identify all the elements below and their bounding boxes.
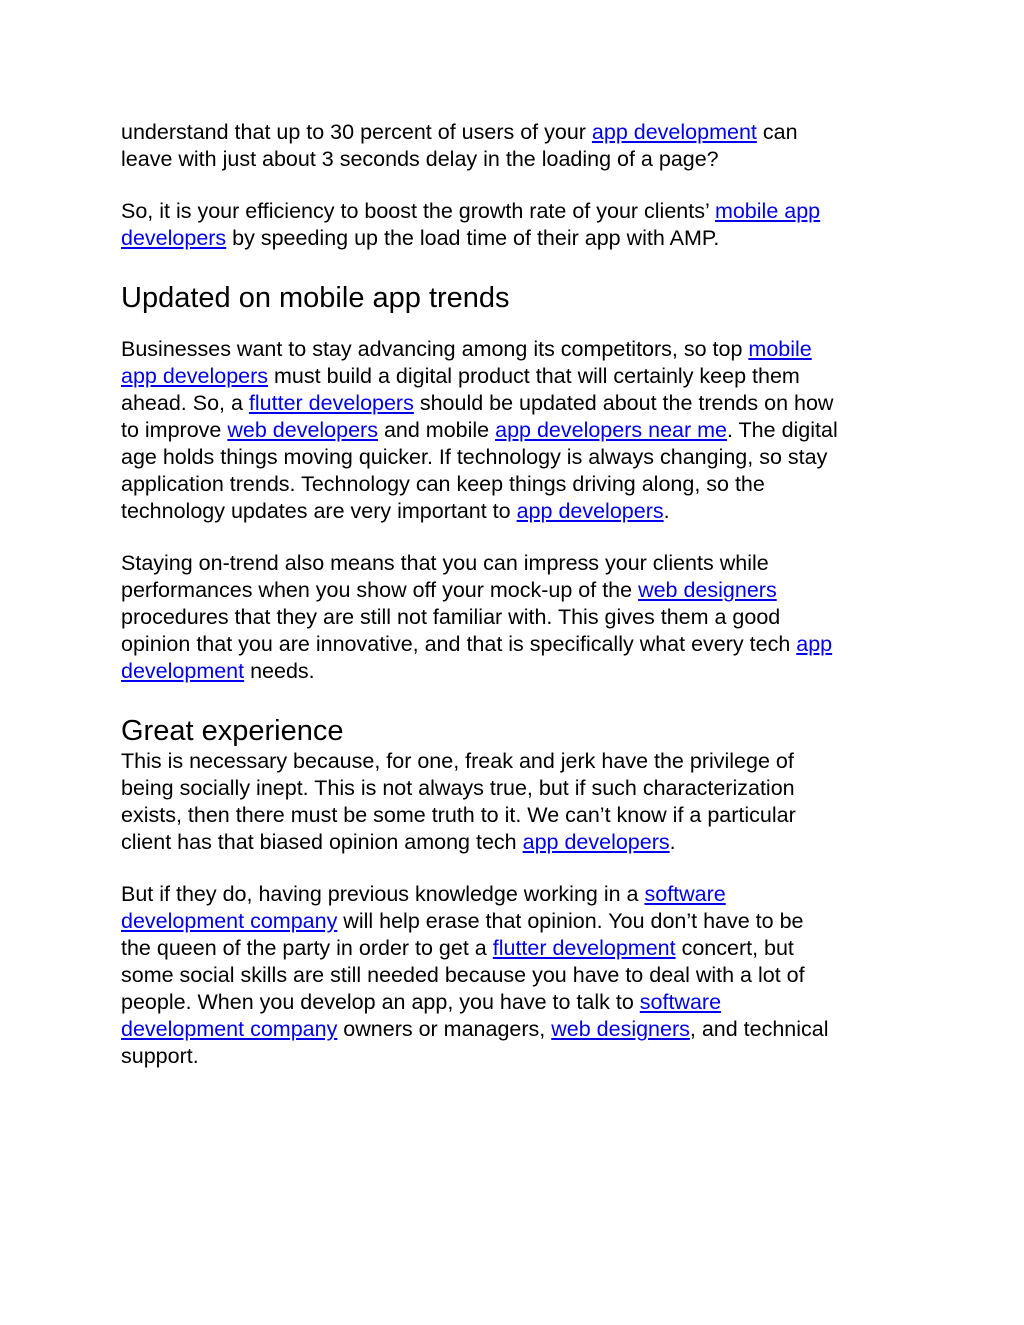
link-web-developers[interactable]: web developers bbox=[227, 418, 378, 442]
text-run: owners or managers, bbox=[337, 1017, 552, 1041]
text-line bbox=[121, 881, 911, 908]
text-line bbox=[121, 631, 911, 658]
link-flutter-development[interactable]: flutter development bbox=[492, 936, 676, 960]
paragraph-amp-intro bbox=[121, 119, 911, 173]
paragraph-efficiency bbox=[121, 198, 911, 252]
paragraph-necessary bbox=[121, 748, 911, 856]
text-run: must build a digital product that will certainly keep them bbox=[268, 364, 800, 388]
text-line: procedures that they are still not familiar with. This gives them a good bbox=[121, 605, 781, 629]
text-line bbox=[121, 935, 911, 962]
text-line bbox=[121, 908, 911, 935]
text-run: the queen of the party in order to get a bbox=[121, 936, 493, 960]
text-line bbox=[121, 225, 911, 252]
text-run: . The digital bbox=[726, 418, 838, 442]
text-run: by speeding up the load time of their app with AMP. bbox=[226, 226, 720, 250]
link-app-developers-near-me[interactable]: app developers near me bbox=[495, 418, 727, 442]
text-run: understand that up to 30 percent of users of your bbox=[121, 120, 592, 144]
paragraph-previous-knowledge bbox=[121, 881, 911, 1070]
text-run: people. When you develop an app, you have to talk to bbox=[121, 990, 640, 1014]
text-line bbox=[121, 658, 911, 685]
link-app-development[interactable]: app development bbox=[591, 120, 757, 144]
text-line bbox=[121, 336, 911, 363]
link-flutter-developers[interactable]: flutter developers bbox=[248, 391, 414, 415]
text-line bbox=[121, 498, 911, 525]
link-mobile-app-developers-2-cont[interactable]: app developers bbox=[121, 364, 269, 388]
text-line bbox=[121, 417, 911, 444]
link-mobile-app-developers[interactable]: mobile app bbox=[714, 199, 821, 223]
text-line bbox=[121, 363, 911, 390]
link-software-development-company[interactable]: software bbox=[644, 882, 726, 906]
link-mobile-app-developers-cont[interactable]: developers bbox=[121, 226, 227, 250]
text-run: needs. bbox=[244, 659, 315, 683]
text-run: will help erase that opinion. You don’t have to be bbox=[337, 909, 804, 933]
text-line: support. bbox=[121, 1044, 199, 1068]
text-line: some social skills are still needed because you have to deal with a lot of bbox=[121, 963, 805, 987]
text-line bbox=[121, 577, 911, 604]
document-page bbox=[121, 119, 911, 1070]
text-line bbox=[121, 829, 911, 856]
text-run: to improve bbox=[121, 418, 228, 442]
text-run: ahead. So, a bbox=[121, 391, 249, 415]
text-run: client has that biased opinion among tech bbox=[121, 830, 523, 854]
text-line: This is necessary because, for one, freak and jerk have the privilege of bbox=[121, 749, 794, 773]
heading-mobile-app-trends: Updated on mobile app trends bbox=[121, 282, 510, 314]
text-run: concert, but bbox=[675, 936, 794, 960]
text-run: technology updates are very important to bbox=[121, 499, 517, 523]
text-line bbox=[121, 119, 911, 146]
text-run: performances when you show off your mock-up of the bbox=[121, 578, 639, 602]
link-app-developers-2[interactable]: app developers bbox=[522, 830, 670, 854]
text-line: application trends. Technology can keep things driving along, so the bbox=[121, 472, 765, 496]
text-run: , and technical bbox=[689, 1017, 829, 1041]
link-app-developers[interactable]: app developers bbox=[516, 499, 664, 523]
text-run: So, it is your efficiency to boost the growth rate of your clients’ bbox=[121, 199, 715, 223]
text-run: But if they do, having previous knowledge working in a bbox=[121, 882, 645, 906]
text-run: . bbox=[663, 499, 670, 523]
link-app-development-2-cont[interactable]: development bbox=[121, 659, 245, 683]
link-software-development-company-2[interactable]: software bbox=[639, 990, 722, 1014]
text-line: being socially inept. This is not always true, but if such characterization bbox=[121, 776, 795, 800]
link-mobile-app-developers-2[interactable]: mobile bbox=[748, 337, 812, 361]
text-run: can bbox=[756, 120, 798, 144]
link-software-development-company-2-cont[interactable]: development company bbox=[121, 1017, 338, 1041]
text-line: exists, then there must be some truth to it. We can’t know if a particular bbox=[121, 803, 796, 827]
link-web-designers[interactable]: web designers bbox=[638, 578, 777, 602]
heading-great-experience: Great experience bbox=[121, 715, 344, 747]
text-run: should be updated about the trends on how bbox=[413, 391, 834, 415]
text-line: age holds things moving quicker. If technology is always changing, so stay bbox=[121, 445, 828, 469]
paragraph-businesses bbox=[121, 336, 911, 525]
text-run: and mobile bbox=[377, 418, 496, 442]
text-line bbox=[121, 989, 911, 1016]
link-app-development-2[interactable]: app bbox=[796, 632, 833, 656]
text-run: . bbox=[669, 830, 676, 854]
paragraph-on-trend bbox=[121, 550, 911, 685]
text-line: leave with just about 3 seconds delay in the loading of a page? bbox=[121, 147, 719, 171]
text-line bbox=[121, 1016, 911, 1043]
text-run: opinion that you are innovative, and that is specifically what every tech bbox=[121, 632, 797, 656]
text-line: Staying on-trend also means that you can impress your clients while bbox=[121, 551, 769, 575]
text-run: Businesses want to stay advancing among its competitors, so top bbox=[121, 337, 749, 361]
link-software-development-company-cont[interactable]: development company bbox=[121, 909, 338, 933]
link-web-designers-2[interactable]: web designers bbox=[551, 1017, 690, 1041]
text-line bbox=[121, 198, 911, 225]
text-line bbox=[121, 390, 911, 417]
